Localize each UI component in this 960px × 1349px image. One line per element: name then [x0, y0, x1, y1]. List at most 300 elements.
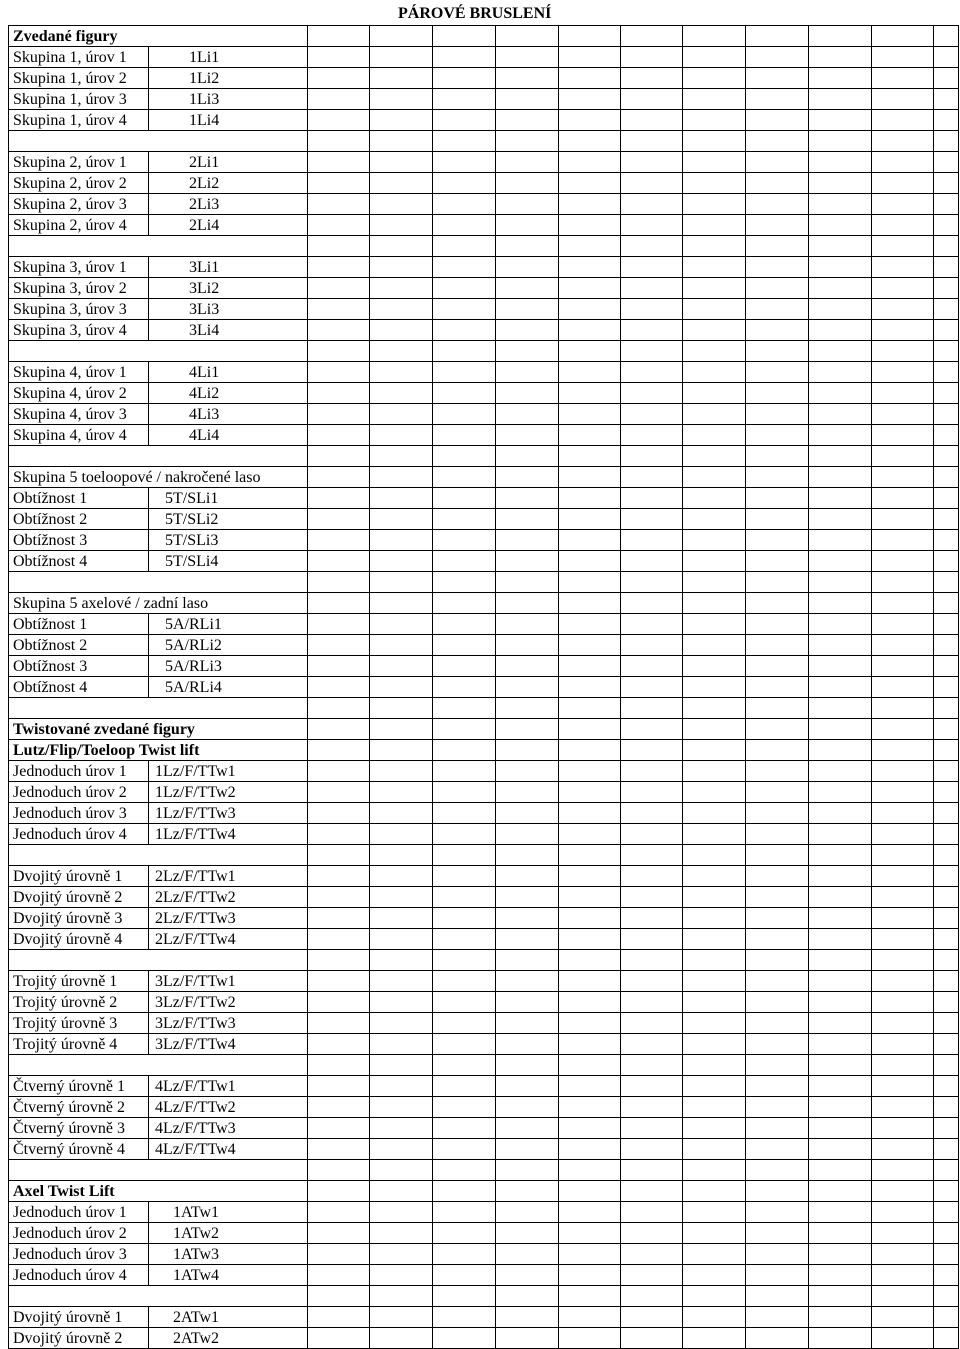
- element-label: Dvojitý úrovně 4: [9, 929, 149, 950]
- score-cell: [370, 194, 433, 215]
- score-cell: [934, 320, 959, 341]
- score-cell: [934, 299, 959, 320]
- score-cell: [308, 509, 370, 530]
- table-row: [9, 278, 959, 299]
- score-cell: [370, 908, 433, 929]
- table-row: [9, 362, 959, 383]
- score-cell: [559, 1034, 621, 1055]
- score-cell: [559, 488, 621, 509]
- score-cell: [496, 509, 559, 530]
- score-cell: [934, 488, 959, 509]
- element-code: 4Lz/F/TTw4: [149, 1139, 308, 1160]
- element-label: Skupina 4, úrov 3: [9, 404, 149, 425]
- score-cell: [496, 971, 559, 992]
- score-cell: [872, 1139, 934, 1160]
- table-row: [9, 656, 959, 677]
- score-cell: [809, 740, 872, 761]
- score-cell: [683, 1181, 746, 1202]
- score-cell: [872, 1118, 934, 1139]
- score-cell: [809, 194, 872, 215]
- score-cell: [683, 26, 746, 47]
- score-cell: [746, 782, 809, 803]
- score-cell: [809, 1202, 872, 1223]
- score-cell: [496, 950, 559, 971]
- score-cell: [559, 1181, 621, 1202]
- table-row: [9, 89, 959, 110]
- score-cell: [746, 1223, 809, 1244]
- element-label: Trojitý úrovně 4: [9, 1034, 149, 1055]
- element-code: 3Lz/F/TTw2: [149, 992, 308, 1013]
- score-cell: [872, 635, 934, 656]
- score-cell: [872, 1307, 934, 1328]
- score-cell: [433, 908, 496, 929]
- score-cell: [934, 1160, 959, 1181]
- score-cell: [746, 530, 809, 551]
- table-row: [9, 803, 959, 824]
- score-cell: [433, 971, 496, 992]
- score-cell: [872, 173, 934, 194]
- score-cell: [872, 152, 934, 173]
- score-cell: [934, 1013, 959, 1034]
- score-cell: [370, 299, 433, 320]
- score-cell: [683, 593, 746, 614]
- table-row: [9, 1076, 959, 1097]
- score-cell: [809, 803, 872, 824]
- score-cell: [308, 110, 370, 131]
- score-cell: [746, 215, 809, 236]
- score-cell: [370, 341, 433, 362]
- blank-row: [9, 1160, 959, 1181]
- element-code: 1Lz/F/TTw4: [149, 824, 308, 845]
- score-cell: [559, 320, 621, 341]
- score-cell: [934, 677, 959, 698]
- score-cell: [370, 635, 433, 656]
- table-row: [9, 551, 959, 572]
- score-cell: [934, 47, 959, 68]
- score-cell: [559, 1055, 621, 1076]
- score-cell: [934, 1244, 959, 1265]
- score-cell: [934, 572, 959, 593]
- blank-row: [9, 131, 959, 152]
- score-cell: [308, 1265, 370, 1286]
- section-row: [9, 740, 959, 761]
- score-cell: [621, 761, 683, 782]
- score-cell: [809, 761, 872, 782]
- table-row: [9, 383, 959, 404]
- score-cell: [621, 1223, 683, 1244]
- score-cell: [559, 740, 621, 761]
- score-cell: [308, 488, 370, 509]
- score-cell: [370, 740, 433, 761]
- element-label: Obtížnost 4: [9, 677, 149, 698]
- score-cell: [683, 299, 746, 320]
- score-cell: [746, 908, 809, 929]
- element-code: 1Lz/F/TTw1: [149, 761, 308, 782]
- score-cell: [621, 1181, 683, 1202]
- score-cell: [370, 887, 433, 908]
- element-code: 2Li4: [149, 215, 308, 236]
- score-cell: [433, 866, 496, 887]
- score-cell: [559, 950, 621, 971]
- score-cell: [308, 740, 370, 761]
- score-cell: [496, 257, 559, 278]
- table-row: [9, 1139, 959, 1160]
- score-cell: [934, 1307, 959, 1328]
- score-cell: [934, 341, 959, 362]
- score-cell: [621, 89, 683, 110]
- element-label: Jednoduch úrov 4: [9, 1265, 149, 1286]
- score-cell: [370, 1160, 433, 1181]
- score-cell: [496, 131, 559, 152]
- score-cell: [559, 194, 621, 215]
- score-cell: [872, 1181, 934, 1202]
- score-cell: [746, 1034, 809, 1055]
- score-cell: [496, 614, 559, 635]
- score-cell: [746, 299, 809, 320]
- score-cell: [934, 110, 959, 131]
- section-row: [9, 26, 959, 47]
- score-cell: [433, 383, 496, 404]
- score-cell: [683, 89, 746, 110]
- table-row: [9, 1265, 959, 1286]
- score-cell: [308, 572, 370, 593]
- element-code: 2ATw2: [149, 1328, 308, 1349]
- element-code: 3Li2: [149, 278, 308, 299]
- score-cell: [308, 866, 370, 887]
- score-cell: [683, 1160, 746, 1181]
- score-cell: [433, 1307, 496, 1328]
- score-cell: [683, 320, 746, 341]
- score-cell: [496, 677, 559, 698]
- score-cell: [809, 26, 872, 47]
- blank-cell: [9, 698, 308, 719]
- score-cell: [559, 1139, 621, 1160]
- score-cell: [308, 341, 370, 362]
- score-cell: [433, 173, 496, 194]
- score-cell: [872, 1265, 934, 1286]
- score-cell: [746, 824, 809, 845]
- score-cell: [370, 614, 433, 635]
- score-cell: [621, 656, 683, 677]
- score-cell: [746, 26, 809, 47]
- score-cell: [872, 845, 934, 866]
- score-cell: [872, 656, 934, 677]
- score-cell: [621, 719, 683, 740]
- score-cell: [496, 1328, 559, 1349]
- score-cell: [308, 278, 370, 299]
- element-label: Skupina 3, úrov 1: [9, 257, 149, 278]
- score-cell: [872, 593, 934, 614]
- element-code: 1Lz/F/TTw2: [149, 782, 308, 803]
- score-cell: [496, 26, 559, 47]
- element-label: Jednoduch úrov 3: [9, 1244, 149, 1265]
- blank-cell: [9, 1055, 308, 1076]
- score-cell: [559, 362, 621, 383]
- element-code: 4Lz/F/TTw2: [149, 1097, 308, 1118]
- score-cell: [872, 866, 934, 887]
- element-code: 5A/RLi2: [149, 635, 308, 656]
- score-cell: [934, 467, 959, 488]
- element-label: Obtížnost 2: [9, 635, 149, 656]
- blank-cell: [9, 1286, 308, 1307]
- score-cell: [496, 173, 559, 194]
- element-label: Jednoduch úrov 1: [9, 761, 149, 782]
- score-cell: [559, 866, 621, 887]
- score-cell: [809, 1223, 872, 1244]
- score-cell: [746, 572, 809, 593]
- element-code: 1Li3: [149, 89, 308, 110]
- score-cell: [872, 509, 934, 530]
- score-cell: [934, 824, 959, 845]
- score-cell: [496, 1034, 559, 1055]
- table-row: [9, 257, 959, 278]
- score-cell: [746, 593, 809, 614]
- score-cell: [433, 131, 496, 152]
- score-cell: [683, 341, 746, 362]
- table-row: [9, 488, 959, 509]
- score-cell: [934, 68, 959, 89]
- score-cell: [559, 110, 621, 131]
- score-cell: [433, 992, 496, 1013]
- score-cell: [433, 341, 496, 362]
- table-row: [9, 1034, 959, 1055]
- score-cell: [872, 530, 934, 551]
- score-cell: [370, 383, 433, 404]
- element-label: Obtížnost 2: [9, 509, 149, 530]
- score-cell: [746, 803, 809, 824]
- score-cell: [559, 1307, 621, 1328]
- score-cell: [496, 1118, 559, 1139]
- score-cell: [683, 1055, 746, 1076]
- score-cell: [746, 278, 809, 299]
- score-cell: [559, 782, 621, 803]
- score-cell: [433, 110, 496, 131]
- score-cell: [496, 992, 559, 1013]
- score-cell: [308, 761, 370, 782]
- score-cell: [746, 887, 809, 908]
- score-cell: [934, 1202, 959, 1223]
- score-cell: [370, 446, 433, 467]
- score-cell: [433, 26, 496, 47]
- score-cell: [809, 425, 872, 446]
- score-cell: [621, 509, 683, 530]
- page-header: [0, 0, 960, 24]
- score-cell: [433, 656, 496, 677]
- score-cell: [496, 908, 559, 929]
- score-cell: [433, 215, 496, 236]
- score-cell: [872, 194, 934, 215]
- score-cell: [872, 341, 934, 362]
- score-cell: [496, 866, 559, 887]
- score-cell: [370, 1286, 433, 1307]
- score-cell: [559, 824, 621, 845]
- score-cell: [809, 299, 872, 320]
- score-cell: [934, 929, 959, 950]
- score-cell: [934, 614, 959, 635]
- score-cell: [308, 1307, 370, 1328]
- score-cell: [621, 1286, 683, 1307]
- score-cell: [496, 845, 559, 866]
- element-code: 5T/SLi2: [149, 509, 308, 530]
- score-cell: [559, 656, 621, 677]
- score-cell: [809, 908, 872, 929]
- score-cell: [370, 362, 433, 383]
- score-cell: [559, 803, 621, 824]
- element-label: Čtverný úrovně 3: [9, 1118, 149, 1139]
- score-cell: [934, 551, 959, 572]
- score-cell: [872, 740, 934, 761]
- score-cell: [559, 887, 621, 908]
- score-cell: [621, 1202, 683, 1223]
- element-label: Skupina 4, úrov 4: [9, 425, 149, 446]
- score-cell: [559, 761, 621, 782]
- score-cell: [496, 740, 559, 761]
- blank-row: [9, 950, 959, 971]
- score-cell: [496, 467, 559, 488]
- score-cell: [308, 446, 370, 467]
- element-code: 1ATw4: [149, 1265, 308, 1286]
- score-cell: [621, 824, 683, 845]
- element-code: 5T/SLi3: [149, 530, 308, 551]
- score-cell: [370, 1034, 433, 1055]
- score-cell: [872, 1034, 934, 1055]
- score-cell: [934, 383, 959, 404]
- score-cell: [934, 740, 959, 761]
- element-code: 2Li2: [149, 173, 308, 194]
- score-cell: [370, 509, 433, 530]
- score-cell: [872, 1076, 934, 1097]
- score-cell: [746, 971, 809, 992]
- score-cell: [559, 1160, 621, 1181]
- score-cell: [746, 845, 809, 866]
- score-cell: [683, 572, 746, 593]
- score-cell: [872, 1244, 934, 1265]
- score-cell: [496, 593, 559, 614]
- score-cell: [496, 1286, 559, 1307]
- score-cell: [746, 1013, 809, 1034]
- score-cell: [308, 824, 370, 845]
- score-cell: [308, 845, 370, 866]
- score-cell: [370, 1223, 433, 1244]
- score-cell: [433, 299, 496, 320]
- table-row: [9, 173, 959, 194]
- score-cell: [433, 677, 496, 698]
- blank-row: [9, 1286, 959, 1307]
- score-cell: [308, 1097, 370, 1118]
- score-cell: [496, 1202, 559, 1223]
- score-cell: [872, 572, 934, 593]
- score-cell: [872, 1055, 934, 1076]
- score-cell: [872, 236, 934, 257]
- score-cell: [559, 1097, 621, 1118]
- score-cell: [308, 1013, 370, 1034]
- score-cell: [433, 1202, 496, 1223]
- score-cell: [746, 1328, 809, 1349]
- score-cell: [370, 803, 433, 824]
- section-heading: Zvedané figury: [9, 26, 308, 47]
- score-cell: [496, 1076, 559, 1097]
- score-cell: [746, 1097, 809, 1118]
- score-cell: [496, 152, 559, 173]
- score-cell: [308, 362, 370, 383]
- score-cell: [621, 950, 683, 971]
- score-cell: [496, 1139, 559, 1160]
- score-cell: [746, 1076, 809, 1097]
- score-cell: [621, 1244, 683, 1265]
- blank-row: [9, 845, 959, 866]
- score-cell: [621, 1013, 683, 1034]
- score-cell: [370, 1244, 433, 1265]
- score-cell: [934, 1181, 959, 1202]
- element-code: 4Li1: [149, 362, 308, 383]
- score-cell: [683, 362, 746, 383]
- score-cell: [559, 68, 621, 89]
- score-cell: [872, 1160, 934, 1181]
- score-cell: [370, 593, 433, 614]
- elements-table: [8, 25, 959, 1349]
- score-cell: [809, 1013, 872, 1034]
- score-cell: [433, 278, 496, 299]
- score-cell: [683, 1034, 746, 1055]
- score-cell: [683, 1118, 746, 1139]
- section-row: [9, 593, 959, 614]
- score-cell: [809, 887, 872, 908]
- score-cell: [746, 467, 809, 488]
- score-cell: [370, 278, 433, 299]
- score-cell: [683, 530, 746, 551]
- element-label: Čtverný úrovně 1: [9, 1076, 149, 1097]
- score-cell: [683, 971, 746, 992]
- score-cell: [559, 173, 621, 194]
- score-cell: [433, 509, 496, 530]
- score-cell: [621, 635, 683, 656]
- table-row: [9, 1328, 959, 1349]
- element-code: 4Li3: [149, 404, 308, 425]
- element-code: 1ATw1: [149, 1202, 308, 1223]
- score-cell: [559, 89, 621, 110]
- blank-cell: [9, 131, 308, 152]
- section-row: [9, 467, 959, 488]
- score-cell: [370, 845, 433, 866]
- score-cell: [559, 845, 621, 866]
- score-cell: [559, 383, 621, 404]
- score-cell: [809, 47, 872, 68]
- score-cell: [370, 929, 433, 950]
- score-cell: [683, 1139, 746, 1160]
- score-cell: [308, 1160, 370, 1181]
- score-cell: [934, 152, 959, 173]
- table-row: [9, 782, 959, 803]
- section-heading: Lutz/Flip/Toeloop Twist lift: [9, 740, 308, 761]
- score-cell: [559, 929, 621, 950]
- score-cell: [809, 1181, 872, 1202]
- element-label: Skupina 2, úrov 3: [9, 194, 149, 215]
- score-cell: [496, 320, 559, 341]
- score-cell: [559, 530, 621, 551]
- score-cell: [559, 971, 621, 992]
- score-cell: [809, 1055, 872, 1076]
- score-cell: [433, 1097, 496, 1118]
- score-cell: [809, 824, 872, 845]
- score-cell: [809, 845, 872, 866]
- score-cell: [809, 635, 872, 656]
- score-cell: [746, 1244, 809, 1265]
- score-cell: [433, 425, 496, 446]
- score-cell: [370, 68, 433, 89]
- score-cell: [746, 320, 809, 341]
- score-cell: [370, 1202, 433, 1223]
- score-cell: [746, 110, 809, 131]
